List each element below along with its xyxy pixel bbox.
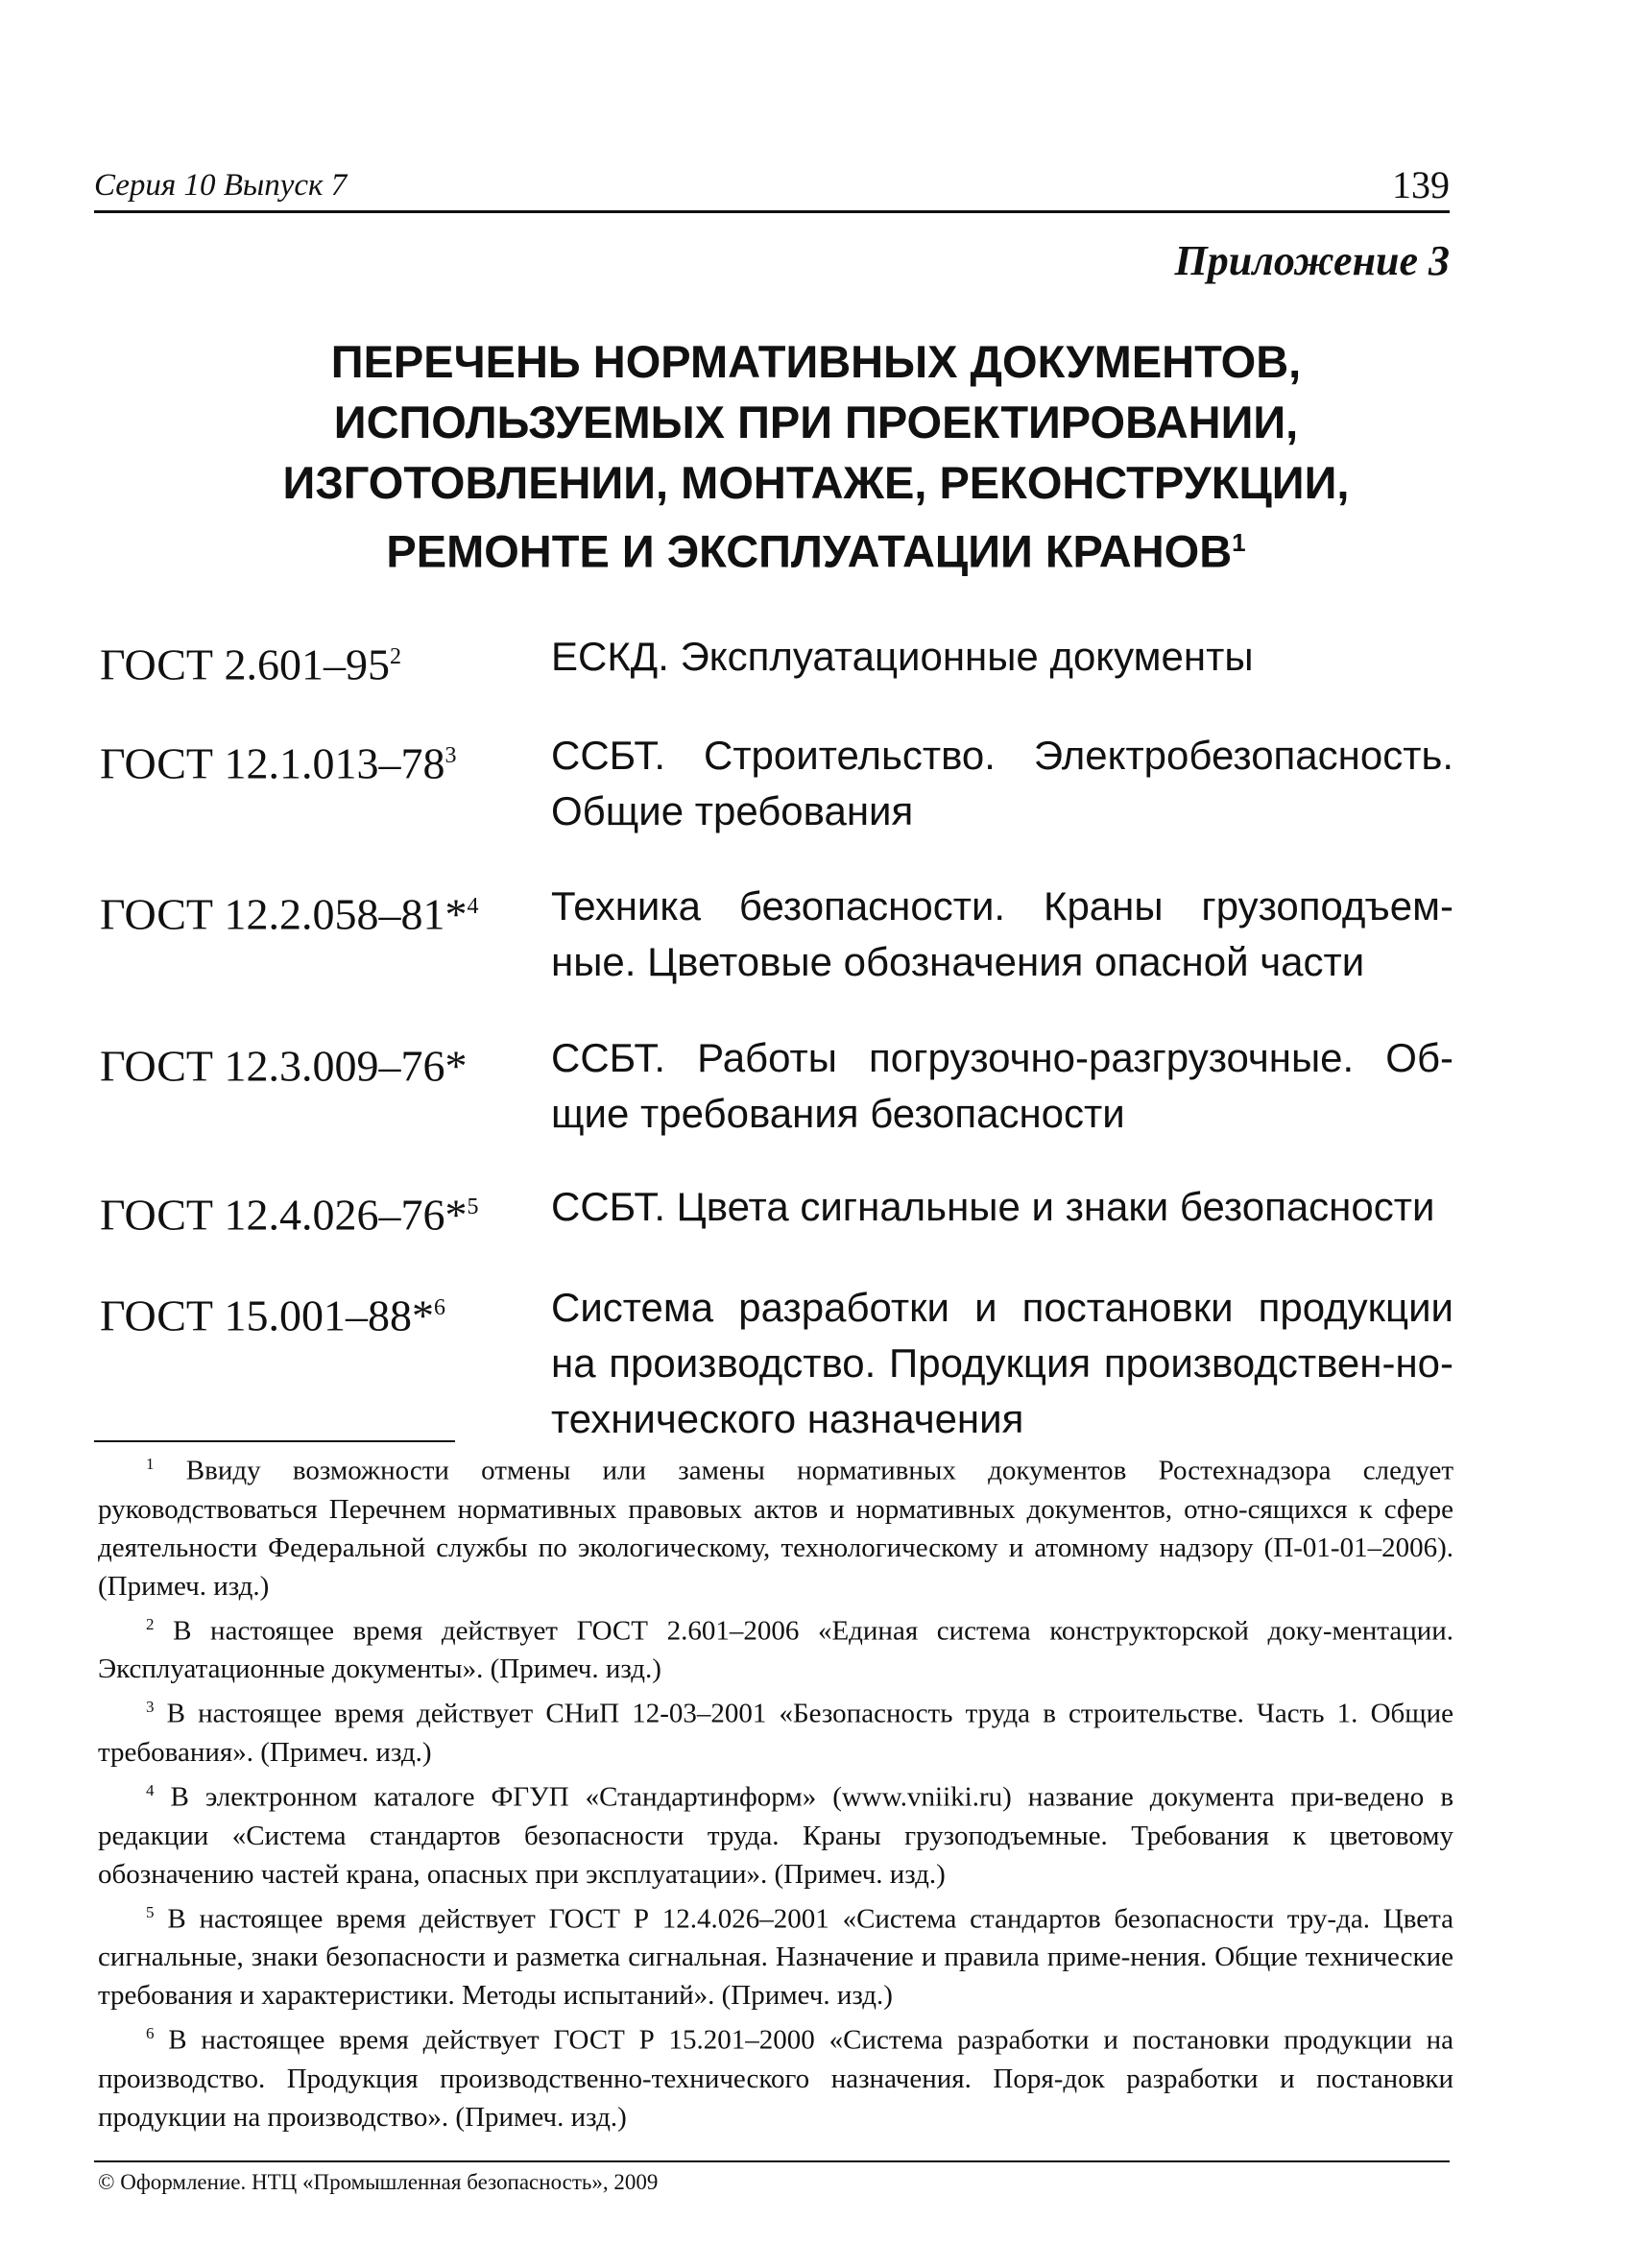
footnote — [98, 1772, 1453, 1894]
footnote-mark: 3 — [444, 743, 457, 768]
title-line — [154, 513, 1478, 582]
footnote-mark: 2 — [146, 1614, 155, 1633]
footnote-text: В настоящее время действует СНиП 12-03–2001 «Безопасность труда в строительстве. Часть 1. Общие требования». (Примеч. изд.) — [98, 1698, 1454, 1768]
document-code-text: ГОСТ 12.1.013–78 — [100, 738, 445, 788]
footnote — [98, 1605, 1453, 1689]
footnote — [98, 1894, 1453, 2015]
series-label: Серия 10 Выпуск 7 — [94, 168, 348, 203]
document-code-text: ГОСТ 2.601–95 — [100, 639, 391, 689]
document-code — [100, 1030, 468, 1094]
page-number: 139 — [1392, 163, 1450, 206]
title-line: ИЗГОТОВЛЕНИИ, МОНТАЖЕ, РЕКОНСТРУКЦИИ, — [282, 457, 1350, 508]
header-rule — [94, 210, 1450, 213]
document-code — [100, 629, 401, 692]
footnote-text: В настоящее время действует ГОСТ 2.601–2006 «Единая система конструкторской доку-ментации. Эксплуатационные документы». (Примеч. изд.) — [98, 1615, 1454, 1685]
appendix-label: Приложение 3 — [1174, 237, 1450, 284]
document-code — [100, 879, 479, 942]
document-name: Техника безопасности. Краны грузоподъем-ные. Цветовые обозначения опасной части — [551, 883, 1453, 984]
footnotes — [98, 1445, 1453, 2136]
footnote-mark: 4 — [146, 1780, 155, 1799]
document-code-text: ГОСТ 12.4.026–76* — [100, 1190, 468, 1240]
document-name: Система разработки и постановки продукции на производство. Продукция производствен-но-технического назначения — [551, 1285, 1453, 1441]
document-code-text: ГОСТ 12.3.009–76* — [100, 1041, 468, 1091]
bottom-rule — [94, 2160, 1450, 2162]
footnote-mark: 6 — [146, 2024, 155, 2043]
footnote-text: Ввиду возможности отмены или замены нормативных документов Ростехнадзора следует руководствоваться Перечнем нормативных правовых актов и нормативных документов, отно-сящихся к сфере деятельности Федеральной службы по экологическому, технологическому и атомному надзору (П-01-01–2006). (Примеч. изд.) — [98, 1455, 1454, 1602]
copyright-notice: © Оформление. НТЦ «Промышленная безопасность», 2009 — [98, 2170, 659, 2194]
footnote-text: В настоящее время действует ГОСТ Р 12.4.026–2001 «Система стандартов безопасности тру-да. Цвета сигнальные, знаки безопасности и разметка сигнальная. Назначение и правила приме-нения. Общие технические требования и характеристики. Методы испытаний». (Примеч. изд.) — [98, 1903, 1453, 2012]
title-line: ПЕРЕЧЕНЬ НОРМАТИВНЫХ ДОКУМЕНТОВ, — [330, 336, 1302, 387]
footnote-mark: 2 — [390, 644, 402, 669]
document-code — [100, 728, 457, 791]
footnote-mark: 5 — [467, 1194, 479, 1219]
footnote-text: В электронном каталоге ФГУП «Стандартинформ» (www.vniiki.ru) название документа при-ведено в редакции «Система стандартов безопасности труда. Краны грузоподъемные. Требования к цветовому обозначению частей крана, опасных при эксплуатации». (Примеч. изд.) — [98, 1781, 1454, 1890]
document-name: ЕСКД. Эксплуатационные документы — [551, 634, 1254, 679]
footnote — [98, 2015, 1453, 2136]
title-line: ИСПОЛЬЗУЕМЫХ ПРИ ПРОЕКТИРОВАНИИ, — [333, 397, 1299, 447]
footnote-text: В настоящее время действует ГОСТ Р 15.201–2000 «Система разработки и постановки продукции на производство. Продукция производственно-технического назначения. Поря-док разработки и постановки продукции на производство». (Примеч. изд.) — [98, 2024, 1453, 2133]
running-header — [94, 163, 1450, 213]
document-name: ССБТ. Строительство. Электробезопасность. Общие требования — [551, 733, 1453, 833]
document-code — [100, 1280, 445, 1343]
footnote-mark: 1 — [1232, 528, 1246, 557]
footnote-mark: 3 — [146, 1698, 155, 1717]
document-name: ССБТ. Цвета сигнальные и знаки безопасности — [551, 1184, 1435, 1229]
title-line-text: РЕМОНТЕ И ЭКСПЛУАТАЦИИ КРАНОВ — [386, 525, 1233, 577]
page-title — [154, 331, 1478, 582]
document-code-text: ГОСТ 12.2.058–81* — [100, 889, 468, 939]
footnote-mark: 5 — [146, 1902, 155, 1921]
document-code — [100, 1179, 479, 1243]
footnote-separator — [94, 1440, 455, 1442]
document-code-text: ГОСТ 15.001–88* — [100, 1291, 435, 1340]
footnote-mark: 4 — [467, 894, 479, 919]
footnote — [98, 1445, 1453, 1605]
footnote-mark: 1 — [146, 1455, 155, 1473]
footnote-mark: 6 — [434, 1295, 446, 1320]
footnote — [98, 1688, 1453, 1772]
document-name: ССБТ. Работы погрузочно-разгрузочные. Об-щие требования безопасности — [551, 1035, 1453, 1136]
